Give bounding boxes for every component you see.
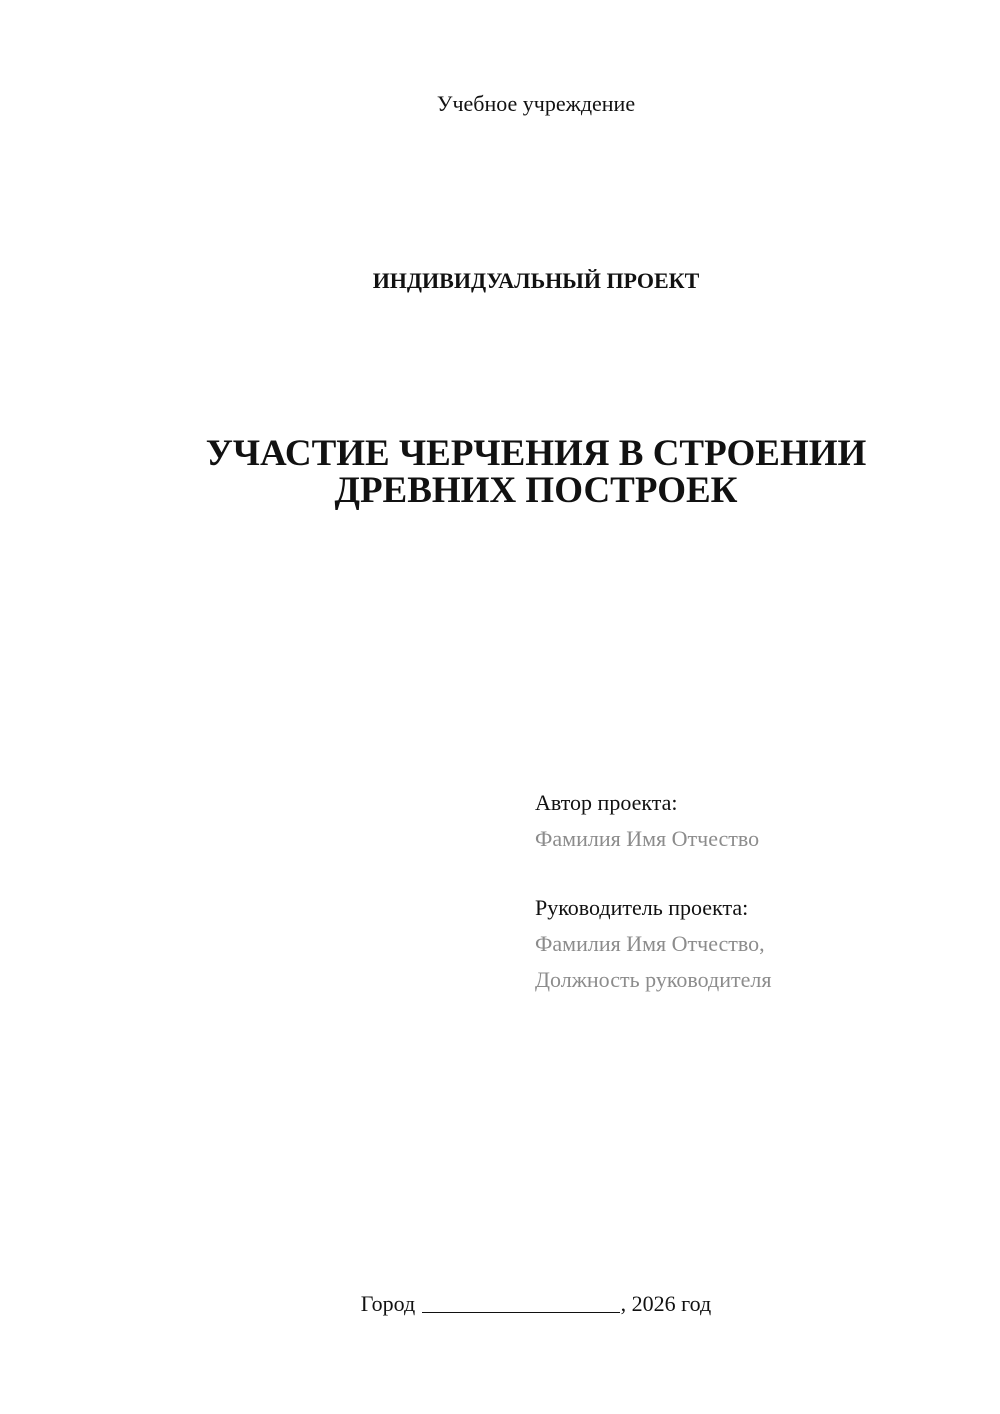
institution-name: Учебное учреждение <box>436 91 636 116</box>
supervisor-block <box>535 890 771 998</box>
document-type: ИНДИВИДУАЛЬНЫЙ ПРОЕКТ <box>372 268 700 293</box>
author-label: Автор проекта: <box>535 790 678 815</box>
project-title <box>0 435 1000 509</box>
project-title-line-2: ДРЕВНИХ ПОСТРОЕК <box>334 470 738 511</box>
city-year-line <box>0 1290 1000 1317</box>
author-name-placeholder: Фамилия Имя Отчество <box>535 826 760 851</box>
year-text: , 2026 год <box>620 1291 712 1316</box>
project-title-line-1: УЧАСТИЕ ЧЕРЧЕНИЯ В СТРОЕНИИ <box>205 433 867 474</box>
supervisor-label: Руководитель проекта: <box>535 895 749 920</box>
author-block <box>535 785 759 857</box>
city-label: Город <box>360 1291 416 1316</box>
supervisor-position-placeholder: Должность руководителя <box>535 967 772 992</box>
supervisor-name-placeholder: Фамилия Имя Отчество, <box>535 931 765 956</box>
city-blank-line <box>422 1292 620 1313</box>
